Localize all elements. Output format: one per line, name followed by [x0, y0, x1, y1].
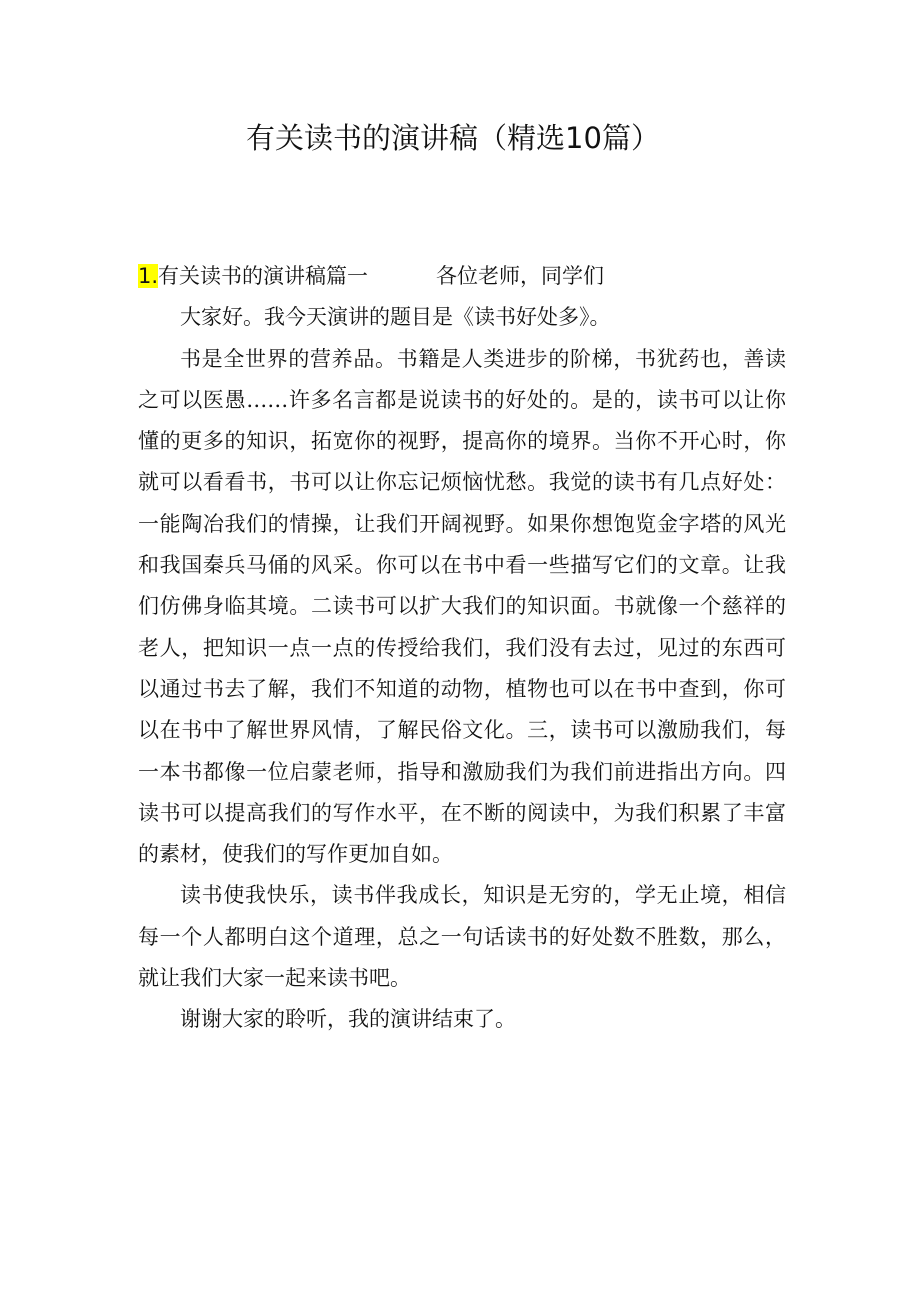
paragraph: 谢谢大家的聆听，我的演讲结束了。 — [180, 1007, 516, 1032]
section-number: 1. — [138, 264, 159, 288]
document-body — [138, 256, 786, 1041]
paragraph: 读书使我快乐，读书伴我成长，知识是无穷的，学无止境，相信每一个人都明白这个道理，总之一句话读书的好处数不胜数，那么，就让我们大家一起来读书吧。 — [138, 883, 786, 991]
paragraph: 书是全世界的营养品。书籍是人类进步的阶梯，书犹药也，善读之可以医愚……许多名言都是说读书的好处的。是的，读书可以让你懂的更多的知识，拓宽你的视野，提高你的境界。当你不开心时，你就可以看看书，书可以让你忘记烦恼忧愁。我觉的读书有几点好处：一能陶冶我们的情操，让我们开阔视野。如果你想饱览金字塔的风光和我国秦兵马俑的风采。你可以在书中看一些描写它们的文章。让我们仿佛身临其境。二读书可以扩大我们的知识面。书就像一个慈祥的老人，把知识一点一点的传授给我们，我们没有去过，见过的东西可以通过书去了解，我们不知道的动物，植物也可以在书中查到，你可以在书中了解世界风情，了解民俗文化。三，读书可以激励我们，每一本书都像一位启蒙老师，指导和激励我们为我们前进指出方向。四读书可以提高我们的写作水平，在不断的阅读中，为我们积累了丰富的素材，使我们的写作更加自如。 — [138, 346, 786, 867]
document-title: 有关读书的演讲稿（精选10篇） — [246, 121, 660, 155]
paragraph: 大家好。我今天演讲的题目是《读书好处多》。 — [180, 305, 611, 330]
salutation: 各位老师，同学们 — [436, 264, 605, 288]
section-heading-line — [138, 256, 786, 297]
section-heading: 有关读书的演讲稿篇一 — [158, 264, 369, 288]
